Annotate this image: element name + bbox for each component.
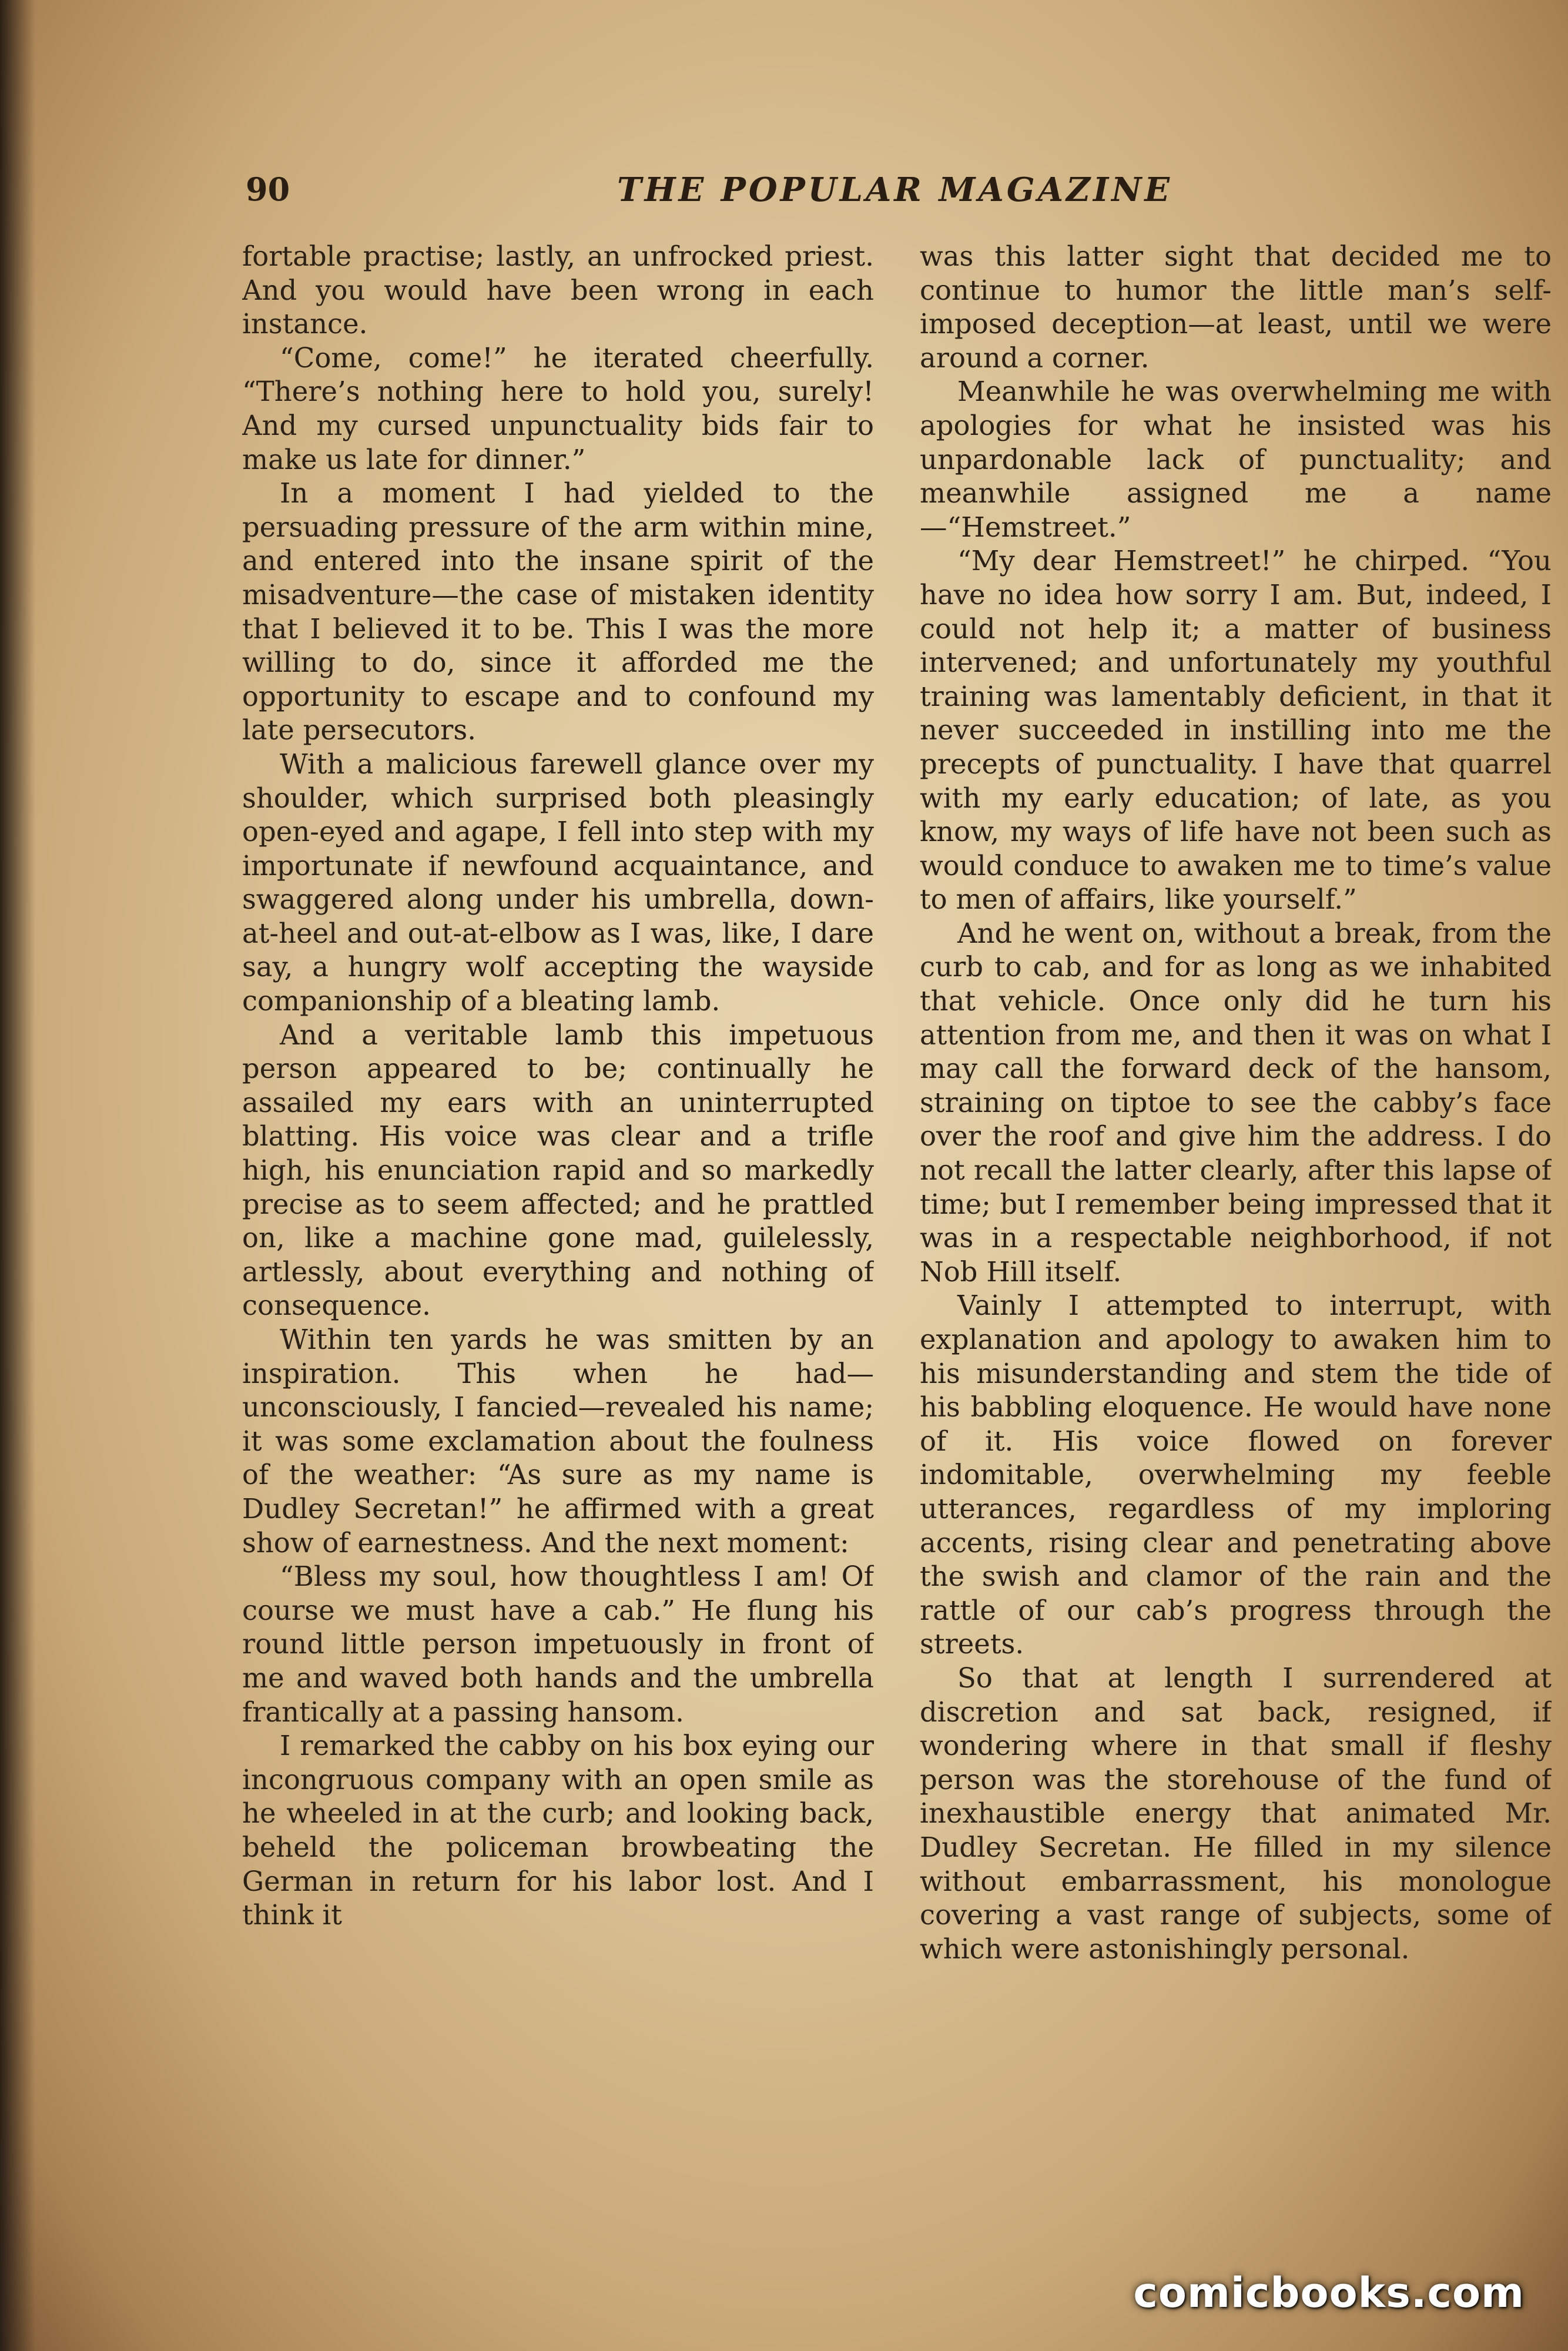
paragraph: And a veritable lamb this impetuous person appeared to be; continually he assailed my ears with an uninterrupted blatting. His voice was clear and a trifle high, his enunciation rapid and so markedly precise as to seem affected; and he prattled on, like a machine gone mad, guilelessly, artlessly, about everything and nothing of consequence. <box>242 1019 874 1322</box>
paragraph: “Come, come!” he iterated cheerfully. “There’s nothing here to hold you, surely! And my cursed unpunctuality bids fair to make us late for dinner.” <box>242 341 874 475</box>
paragraph: I remarked the cabby on his box eying our incongruous company with an open smile as he wheeled in at the curb; and looking back, beheld the policeman browbeating the German in return for his labor lost. And I think it <box>242 1730 874 1931</box>
paragraph: And he went on, without a break, from the curb to cab, and for as long as we inhabited that vehicle. Once only did he turn his attention from me, and then it was on what I may call the forward deck of the hansom, straining on tiptoe to see the cabby’s face over the roof and give him the address. I do not recall the latter clearly, after this lapse of time; but I remember being impressed that it was in a respectable neighborhood, if not Nob Hill itself. <box>920 917 1552 1288</box>
watermark-logo: comicbooks.com <box>1133 2269 1525 2317</box>
paragraph: So that at length I surrendered at discretion and sat back, resigned, if wondering where in that small if fleshy person was the storehouse of the fund of inexhaustible energy that animated Mr. Dudley Secretan. He filled in my silence without embarrassment, his monologue covering a vast range of subjects, some of which were astonishingly personal. <box>920 1662 1552 1965</box>
right-column <box>920 240 1552 2097</box>
left-column <box>242 240 874 2097</box>
page-header <box>0 170 1568 223</box>
paragraph: Meanwhile he was overwhelming me with apologies for what he insisted was his unpardonable lack of punctuality; and meanwhile assigned me a name—“Hemstreet.” <box>920 376 1552 543</box>
paragraph: “Bless my soul, how thoughtless I am! Of course we must have a cab.” He flung his round little person impetuously in front of me and waved both hands and the umbrella frantically at a passing hansom. <box>242 1560 874 1728</box>
paragraph: Vainly I attempted to interrupt, with explanation and apology to awaken him to his misunderstanding and stem the tide of his babbling eloquence. He would have none of it. His voice flowed on forever indomitable, overwhelming my feeble utterances, regardless of my imploring accents, rising clear and penetrating above the swish and clamor of the rain and the rattle of our cab’s progress through the streets. <box>920 1290 1552 1660</box>
paragraph: With a malicious farewell glance over my shoulder, which surprised both pleasingly open-eyed and agape, I fell into step with my importunate if newfound acquaintance, and swaggered along under his umbrella, down-at-heel and out-at-elbow as I was, like, I dare say, a hungry wolf accepting the wayside companionship of a bleating lamb. <box>242 748 874 1017</box>
page-number: 90 <box>246 170 290 208</box>
paragraph: In a moment I had yielded to the persuading pressure of the arm within mine, and entered into the insane spirit of the misadventure—the case of mistaken identity that I believed it to be. This I was the more willing to do, since it afforded me the opportunity to escape and to confound my late persecutors. <box>242 477 874 746</box>
paragraph: Within ten yards he was smitten by an inspiration. This when he had—unconsciously, I fancied—revealed his name; it was some exclamation about the foulness of the weather: “As sure as my name is Dudley Secretan!” he affirmed with a great show of earnestness. And the next moment: <box>242 1324 874 1559</box>
running-head: THE POPULAR MAGAZINE <box>617 170 1173 209</box>
paragraph: “My dear Hemstreet!” he chirped. “You have no idea how sorry I am. But, indeed, I could not help it; a matter of business intervened; and unfortunately my youthful training was lamentably deficient, in that it never succeeded in instilling into me the precepts of punctuality. I have that quarrel with my early education; of late, as you know, my ways of life have not been such as would conduce to awaken me to time’s value to men of affairs, like yourself.” <box>920 545 1552 916</box>
paragraph: fortable practise; lastly, an unfrocked priest. And you would have been wrong in each instance. <box>242 240 874 340</box>
paragraph: was this latter sight that decided me to continue to humor the little man’s self-imposed deception—at least, until we were around a corner. <box>920 240 1552 374</box>
